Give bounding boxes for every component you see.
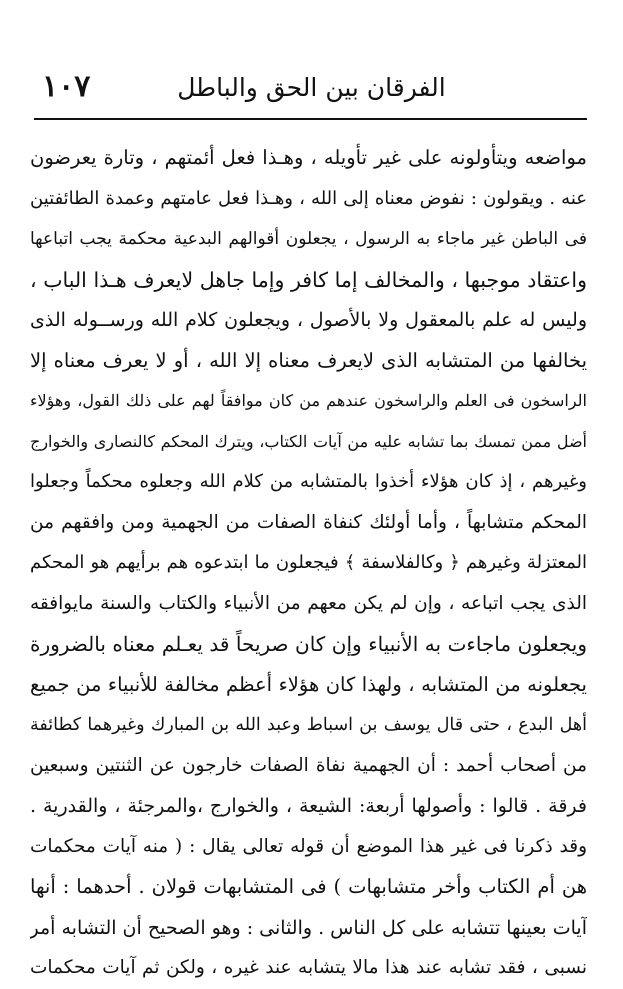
text-line: وقد ذكرنا فى غير هذا الموضع أن قوله تعالى يقال : ( منه آيات محكمات xyxy=(30,835,587,857)
header-rule xyxy=(34,118,587,120)
text-line: يخالفها من المتشابه الذى لايعرف معناه إلا الله ، أو لا يعرف معناه إلا xyxy=(30,348,587,372)
text-line: هن أم الكتاب وأخر متشابهات ) فى المتشابهات قولان . أحدهما : أنها xyxy=(30,875,587,898)
text-line: آيات بعينها تتشابه على كل الناس . والثانى : وهو الصحيح أن التشابه أمر xyxy=(30,916,587,939)
text-line: أضل ممن تمسك بما تشابه عليه من آيات الكتاب، ويترك المحكم كالنصارى والخوارج xyxy=(30,431,587,451)
text-line: المعتزلة وغيرهم ﴿ وكالفلاسفة ﴾ فيجعلون ما ابتدعوه هم برأيهم هو المحكم xyxy=(30,552,587,573)
text-line: نسبى ، فقد تشابه عند هذا مالا يتشابه عند غيره ، ولكن ثم آيات محكمات xyxy=(30,957,587,978)
page-number: ١٠٧ xyxy=(42,69,91,104)
text-line: ويجعلون ماجاءت به الأنبياء وإن كان صريحاً قد يعـلم معناه بالضرورة xyxy=(30,632,587,656)
text-line: المحكم متشابهاً ، وأما أولئك كنفاة الصفات من الجهمية ومن وافقهم من xyxy=(30,511,587,533)
text-line: من أصحاب أحمد : أن الجهمية نفاة الصفات خارجون عن الثنتين وسبعين xyxy=(30,754,587,776)
text-line: وليس له علم بالمعقول ولا بالأصول ، ويجعلون كلام الله ورســوله الذى xyxy=(30,309,587,331)
text-line: عنه . ويقولون : نفوض معناه إلى الله ، وهـذا فعل عامتهم وعمدة الطائفتين xyxy=(30,187,587,209)
text-line: واعتقاد موجبها ، والمخالف إما كافر وإما جاهل لايعرف هـذا الباب ، xyxy=(30,267,587,292)
text-line: الذى يجب اتباعه ، وإن لم يكن معهم من الأنبياء والكتاب والسنة مايوافقه xyxy=(30,592,587,614)
text-line: أهل البدع ، حتى قال يوسف بن اسباط وعبد الله بن المبارك وغيرهما كطائفة xyxy=(30,715,587,735)
page-header xyxy=(30,60,593,116)
text-line: الراسخون فى العلم والراسخون عندهم من كان موافقاً لهم على ذلك القول، وهؤلاء xyxy=(30,391,587,410)
running-title: الفرقان بين الحق والباطل xyxy=(177,73,446,102)
text-line: فرقة . قالوا : وأصولها أربعة: الشيعة ، والخوارج ،والمرجئة ، والقدرية . xyxy=(30,795,587,817)
text-line: فى الباطن غير ماجاء به الرسول ، يجعلون أقوالهم البدعية محكمة يجب اتباعها xyxy=(30,229,587,249)
text-line: وغيرهم ، إذ كان هؤلاء أخذوا بالمتشابه من كلام الله وجعلوه محكماً وجعلوا xyxy=(30,471,587,492)
body-text xyxy=(30,138,587,989)
text-line: يجعلونه من المتشابه ، ولهذا كان هؤلاء أعظم مخالفة للأنبياء من جميع xyxy=(30,672,587,696)
text-line: مواضعه ويتأولونه على غير تأويله ، وهـذا فعل أئمتهم ، وتارة يعرضون xyxy=(30,146,587,169)
